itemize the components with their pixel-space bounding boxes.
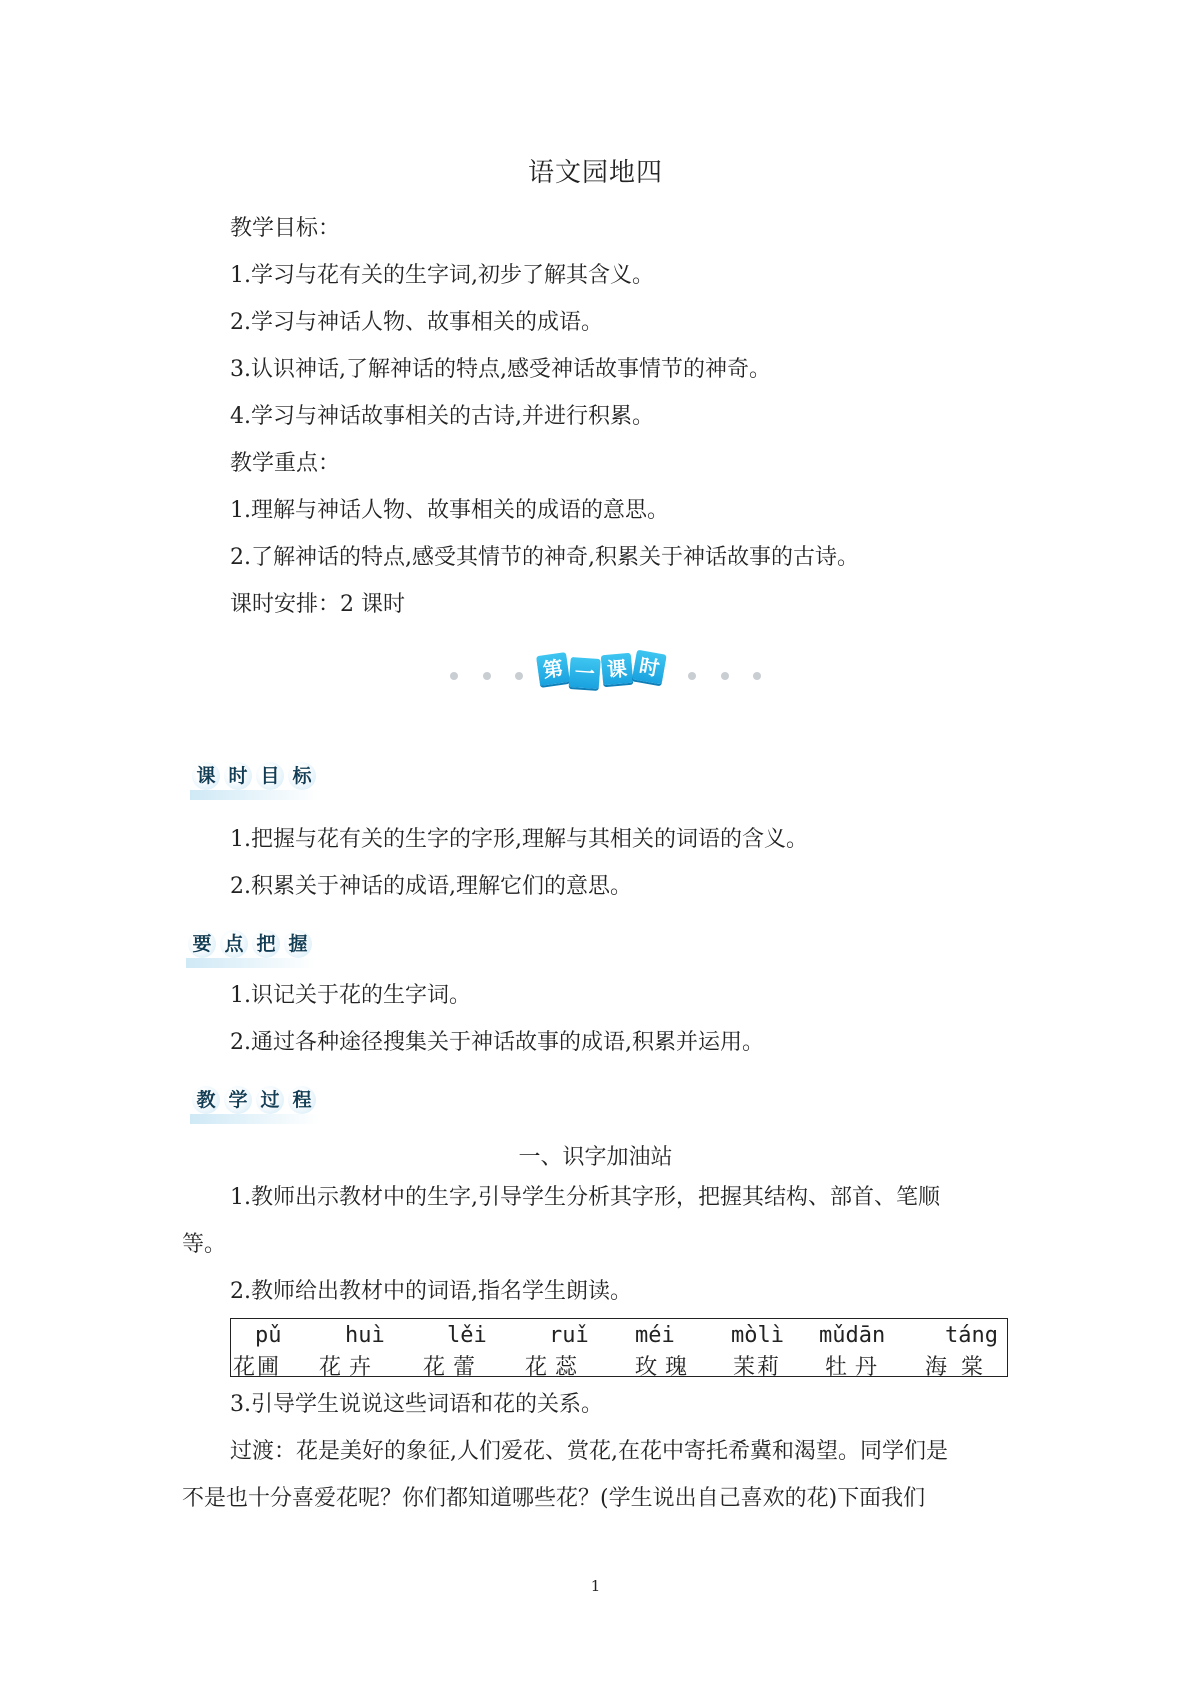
vocab-pinyin: huì xyxy=(345,1323,385,1348)
section-heading-teaching-process xyxy=(190,1086,330,1124)
vocab-word: 花蕾 xyxy=(423,1355,484,1380)
section-heading-key-points xyxy=(186,930,326,968)
key-point-item: 2.通过各种途径搜集关于神话故事的成语,积累并运用。 xyxy=(230,1030,764,1055)
vocab-word: 花蕊 xyxy=(525,1355,586,1380)
dot-decoration xyxy=(753,672,761,680)
vocab-word: 花卉 xyxy=(319,1355,380,1380)
banner-char: 一 xyxy=(569,657,601,689)
vocab-word: 茉莉 xyxy=(733,1355,782,1380)
vocab-word: 牡丹 xyxy=(825,1355,886,1380)
key-point-item: 1.理解与神话人物、故事相关的成语的意思。 xyxy=(230,498,669,523)
vocab-pinyin: lěi xyxy=(447,1323,487,1348)
lesson-goal-item: 1.把握与花有关的生字的字形,理解与其相关的词语的含义。 xyxy=(230,827,808,852)
lesson-banner-label xyxy=(538,654,666,694)
page-title: 语文园地四 xyxy=(527,158,663,188)
lesson-banner xyxy=(440,650,760,700)
banner-char: 课 xyxy=(601,653,634,686)
heading-char: 把 xyxy=(252,930,280,958)
heading-underline xyxy=(190,1114,320,1124)
key-point-item: 1.识记关于花的生字词。 xyxy=(230,983,471,1008)
heading-char: 程 xyxy=(288,1086,316,1114)
heading-char: 点 xyxy=(220,930,248,958)
banner-char: 第 xyxy=(536,652,570,686)
paragraph-line: 不是也十分喜爱花呢？你们都知道哪些花？(学生说出自己喜欢的花)下面我们 xyxy=(182,1486,926,1511)
dot-decoration xyxy=(515,672,523,680)
vocab-word: 海棠 xyxy=(925,1355,998,1380)
lesson-goal-item: 2.积累关于神话的成语,理解它们的意思。 xyxy=(230,874,632,899)
key-heading: 教学重点： xyxy=(230,451,341,476)
vocab-word: 玫瑰 xyxy=(635,1355,696,1380)
subheading: 一、识字加油站 xyxy=(518,1145,673,1170)
paragraph-line: 1.教师出示教材中的生字,引导学生分析其字形，把握其结构、部首、笔顺 xyxy=(230,1185,940,1210)
heading-char: 要 xyxy=(188,930,216,958)
heading-char: 时 xyxy=(224,762,252,790)
schedule-line: 课时安排：2 课时 xyxy=(230,592,405,617)
paragraph-line: 等。 xyxy=(182,1232,227,1257)
vocabulary-box xyxy=(230,1318,1008,1380)
dot-decoration xyxy=(450,672,458,680)
goal-item: 1.学习与花有关的生字词,初步了解其含义。 xyxy=(230,263,654,288)
heading-char: 标 xyxy=(288,762,316,790)
goals-heading: 教学目标： xyxy=(230,216,341,241)
vocab-pinyin: mǔdān xyxy=(819,1323,886,1348)
heading-char: 教 xyxy=(192,1086,220,1114)
vocab-pinyin: méi xyxy=(635,1323,675,1348)
heading-char: 课 xyxy=(192,762,220,790)
goal-item: 4.学习与神话故事相关的古诗,并进行积累。 xyxy=(230,404,654,429)
heading-underline xyxy=(186,958,316,968)
heading-underline xyxy=(190,790,320,800)
vocab-word: 花圃 xyxy=(233,1355,282,1380)
vocab-pinyin: táng xyxy=(945,1323,998,1348)
vocab-pinyin: ruǐ xyxy=(549,1323,589,1348)
heading-char: 目 xyxy=(256,762,284,790)
paragraph-line: 过渡：花是美好的象征,人们爱花、赏花,在花中寄托希冀和渴望。同学们是 xyxy=(230,1439,948,1464)
goal-item: 2.学习与神话人物、故事相关的成语。 xyxy=(230,310,603,335)
dot-decoration xyxy=(688,672,696,680)
section-heading-lesson-goals xyxy=(190,762,330,800)
key-point-item: 2.了解神话的特点,感受其情节的神奇,积累关于神话故事的古诗。 xyxy=(230,545,859,570)
paragraph-line: 3.引导学生说说这些词语和花的关系。 xyxy=(230,1392,603,1417)
banner-char: 时 xyxy=(632,650,667,685)
page-number: 1 xyxy=(590,1577,601,1595)
vocab-pinyin: pǔ xyxy=(255,1323,282,1348)
heading-char: 学 xyxy=(224,1086,252,1114)
dot-decoration xyxy=(721,672,729,680)
heading-char: 过 xyxy=(256,1086,284,1114)
dot-decoration xyxy=(483,672,491,680)
goal-item: 3.认识神话,了解神话的特点,感受神话故事情节的神奇。 xyxy=(230,357,771,382)
heading-char: 握 xyxy=(284,930,312,958)
vocab-pinyin: mòlì xyxy=(731,1323,784,1348)
paragraph-line: 2.教师给出教材中的词语,指名学生朗读。 xyxy=(230,1279,632,1304)
